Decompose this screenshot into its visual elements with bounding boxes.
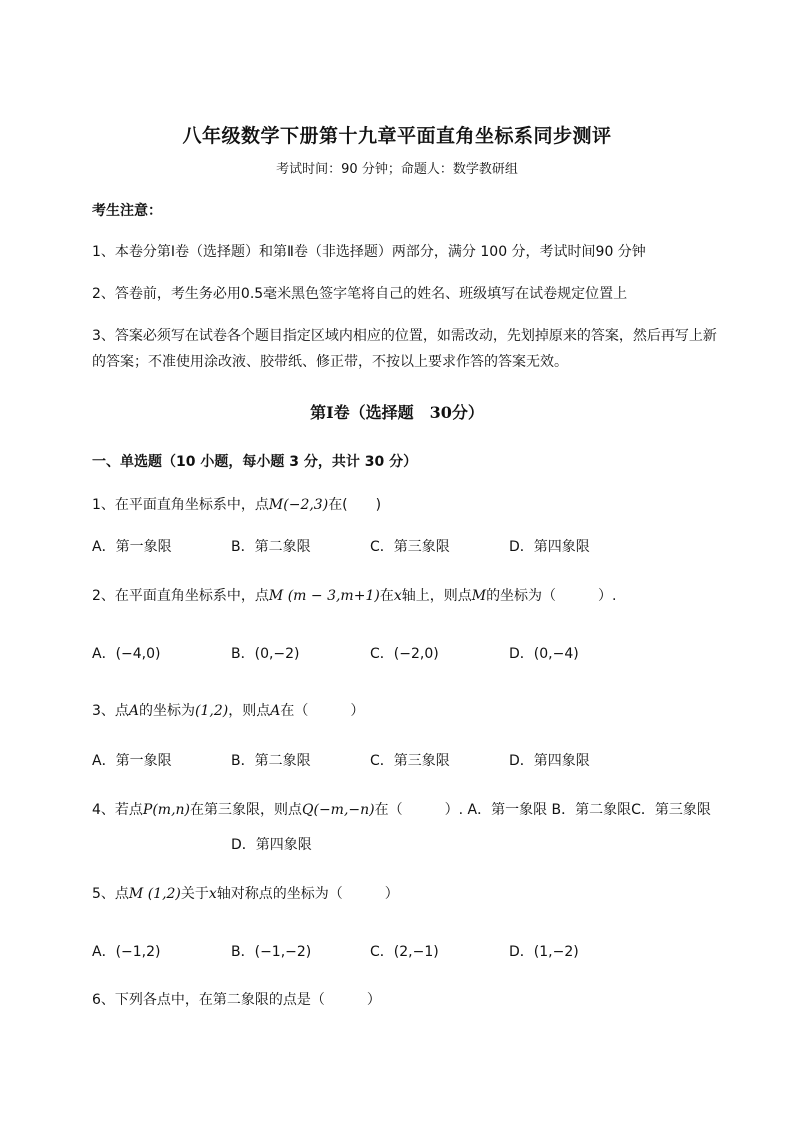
exam-subtitle: 考试时间：90 分钟；命题人：数学教研组 [276,162,518,177]
q2-option-d[interactable]: D．(0,−4) [509,646,579,662]
section-heading: 一、单选题（10 小题，每小题 3 分，共计 30 分） [92,454,418,470]
q2-option-a[interactable]: A．(−4,0) [92,646,161,662]
q4-stem-post: 在（ ）. A．第一象限 B．第二象限C．第三象限 [374,802,711,818]
q1-stem-math: M(−2,3) [268,497,329,513]
q3-stem-math2: (1,2) [195,703,229,719]
q2-stem-mid: 在 [379,588,394,604]
q5-stem-pre: 5、点 [92,886,129,902]
question-5-stem [92,883,399,903]
notice-item-3: 3、答案必须写在试卷各个题目指定区域内相应的位置，如需改动，先划掉原来的答案，然后再写上新 [92,328,717,344]
q1-stem-pre: 1、在平面直角坐标系中，点 [92,497,269,513]
q4-stem-math2: Q(−m,−n) [302,802,375,818]
q3-stem-math3: A [270,703,281,719]
q2-stem-mid2: 轴上，则点 [401,588,472,604]
q3-stem-pre: 3、点 [92,703,129,719]
question-3-stem [92,700,364,720]
q3-stem-post: 在（ ） [280,703,365,719]
q2-stem-math: M (m − 3,m+1) [268,588,380,604]
page-title: 八年级数学下册第十九章平面直角坐标系同步测评 [182,125,612,147]
part1-title: 第Ⅰ卷（选择题 30分） [310,403,484,422]
q5-option-c[interactable]: C．(2,−1) [370,944,439,960]
q1-option-c[interactable]: C．第三象限 [370,539,450,555]
q4-option-d[interactable]: D．第四象限 [231,837,312,853]
q1-option-d[interactable]: D．第四象限 [509,539,590,555]
q4-stem-pre: 4、若点 [92,802,143,818]
question-2-stem [92,585,617,605]
q3-stem-mid: 的坐标为 [139,703,196,719]
q2-option-c[interactable]: C．(−2,0) [370,646,439,662]
q3-option-d[interactable]: D．第四象限 [509,753,590,769]
q5-stem-post: 轴对称点的坐标为（ ） [216,886,399,902]
notice-item-3-cont: 的答案；不准使用涂改液、胶带纸、修正带，不按以上要求作答的答案无效。 [92,354,568,370]
q5-stem-mid: 关于 [180,886,209,902]
q4-stem-math: P(m,n) [142,802,191,818]
notice-heading: 考生注意： [92,203,162,219]
q5-option-b[interactable]: B．(−1,−2) [231,944,312,960]
q5-option-d[interactable]: D．(1,−2) [509,944,579,960]
q2-option-b[interactable]: B．(0,−2) [231,646,300,662]
q3-option-c[interactable]: C．第三象限 [370,753,450,769]
notice-item-1: 1、本卷分第Ⅰ卷（选择题）和第Ⅱ卷（非选择题）两部分，满分 100 分，考试时间90 分钟 [92,244,646,260]
q5-option-a[interactable]: A．(−1,2) [92,944,161,960]
q1-option-a[interactable]: A．第一象限 [92,539,172,555]
q2-stem-pre: 2、在平面直角坐标系中，点 [92,588,269,604]
question-4-stem [92,799,711,819]
q1-stem-post: 在( ) [328,497,382,513]
q2-stem-math3: M [471,588,487,604]
q2-stem-math2: x [393,588,402,604]
q5-stem-math: M (1,2) [128,886,181,902]
question-1-stem [92,494,381,514]
q1-option-b[interactable]: B．第二象限 [231,539,311,555]
notice-item-2: 2、答卷前，考生务必用0.5毫米黑色签字笔将自己的姓名、班级填写在试卷规定位置上 [92,286,628,302]
q2-stem-post: 的坐标为（ ）. [486,588,617,604]
q4-stem-mid: 在第三象限，则点 [190,802,303,818]
q3-stem-math: A [128,703,140,719]
q3-stem-mid2: ，则点 [228,703,271,719]
q5-stem-math2: x [208,886,217,902]
q3-option-a[interactable]: A．第一象限 [92,753,172,769]
q3-option-b[interactable]: B．第二象限 [231,753,311,769]
question-6-stem: 6、下列各点中，在第二象限的点是（ ） [92,992,381,1008]
